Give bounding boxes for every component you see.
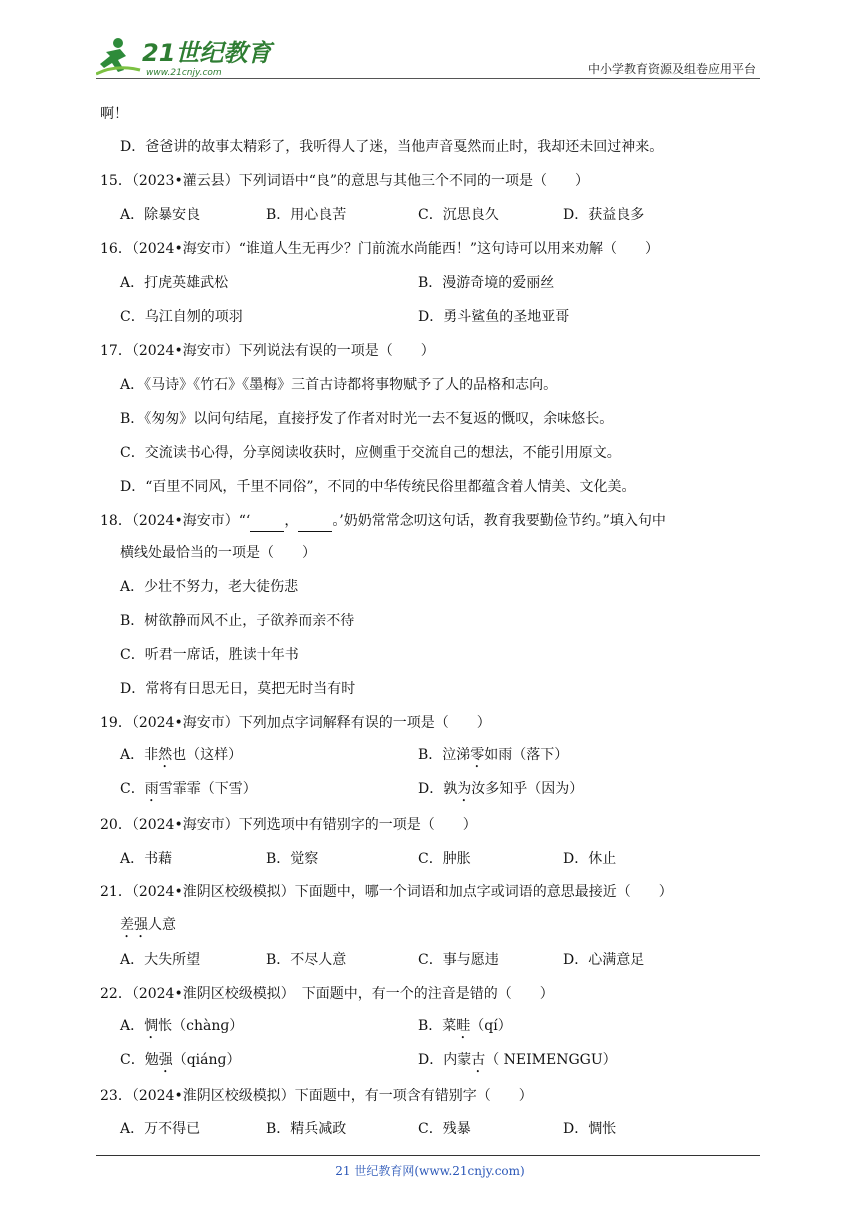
option-c: C．沉思良久	[418, 207, 499, 223]
option-b: B．不尽人意	[266, 952, 347, 968]
option-b: B．用心良苦	[266, 207, 347, 223]
option-text: A．非	[120, 747, 159, 763]
option-b: B．觉察	[266, 851, 319, 867]
dotted-char: 为	[457, 781, 472, 797]
option-d: D．休止	[563, 851, 617, 867]
option-text: （qiánɡ）	[172, 1052, 241, 1068]
option-a: A．除暴安良	[120, 207, 201, 223]
question-19: 19．（2024•海安市）下列加点字词解释有误的一项是（ ）	[100, 715, 491, 731]
option-text: 汝多知乎（因为）	[471, 781, 584, 797]
option-text: 如雨（落下）	[484, 747, 569, 763]
dotted-char: 然	[158, 747, 173, 763]
dotted-char: 惆	[144, 1018, 159, 1034]
option-text: 怅（chànɡ）	[158, 1018, 244, 1034]
question-text: 。’奶奶常常念叨这句话，教育我要勤俭节约。”填入句中	[332, 513, 666, 529]
dotted-char: 零	[470, 747, 485, 763]
option-text: D．孰	[418, 781, 458, 797]
option-d	[418, 779, 583, 805]
runner-icon	[96, 38, 140, 74]
option-a: A．书藉	[120, 851, 173, 867]
option-text: C．勉	[120, 1052, 159, 1068]
dotted-char: 古	[471, 1052, 486, 1068]
fill-blank	[298, 511, 332, 532]
option-text: 雪霏霏（下雪）	[158, 781, 257, 797]
logo-21cnjy	[96, 34, 276, 78]
option-d: D．心满意足	[563, 952, 645, 968]
option-text: B．泣涕	[418, 747, 471, 763]
question-21: 21．（2024•淮阴区校级模拟）下面题中，哪一个词语和加点字或词语的意思最接近（ ）	[100, 884, 673, 900]
option-text: D．内蒙	[418, 1052, 472, 1068]
option-c: C．乌江自刎的项羽	[120, 309, 243, 325]
option-d: D．惆怅	[563, 1121, 617, 1137]
question-22: 22．（2024•淮阴区校级模拟） 下面题中，有一个的注音是错的（ ）	[100, 986, 554, 1002]
text-line: 啊！	[100, 106, 128, 122]
option-c: C．肿胀	[418, 851, 471, 867]
option-a: A．大失所望	[120, 952, 201, 968]
option-text: C．	[120, 781, 145, 797]
option-d: D．获益良多	[563, 207, 645, 223]
option-c: C．残暴	[418, 1121, 471, 1137]
header-platform-name: 中小学教育资源及组卷应用平台	[587, 62, 756, 76]
option-d: D．“百里不同风，千里不同俗”，不同的中华传统民俗里都蕴含着人情美、文化美。	[120, 479, 636, 495]
dotted-char: 强	[158, 1052, 173, 1068]
question-text: ，	[284, 513, 299, 529]
option-text: B．菜	[418, 1018, 457, 1034]
svg-text:21世纪教育: 21世纪教育	[142, 39, 272, 67]
option-c	[120, 1050, 240, 1076]
question-text: 18．（2024•海安市）“‘	[100, 513, 251, 529]
option-b: B．《匆匆》以问句结尾，直接抒发了作者对时光一去不复返的慨叹，余味悠长。	[120, 411, 614, 427]
option-c: C．听君一席话，胜读十年书	[120, 647, 299, 663]
option-text: 也（这样）	[172, 747, 243, 763]
dotted-char: 雨	[144, 781, 159, 797]
option-c	[120, 779, 257, 805]
option-a: A．万不得已	[120, 1121, 201, 1137]
option-c: C．交流读书心得，分享阅读收获时，应侧重于交流自己的想法，不能引用原文。	[120, 445, 621, 461]
option-a: A．《马诗》《竹石》《墨梅》三首古诗都将事物赋予了人的品格和志向。	[120, 377, 558, 393]
dotted-word: 差强	[120, 917, 148, 933]
option-b	[418, 745, 568, 771]
fill-blank	[250, 511, 284, 532]
option-text: （ NEIMENGGU）	[485, 1052, 617, 1068]
question-20: 20．（2024•海安市）下列选项中有错别字的一项是（ ）	[100, 817, 477, 833]
question-18	[100, 511, 666, 532]
question-23: 23．（2024•淮阴区校级模拟）下面题中，有一项含有错别字（ ）	[100, 1088, 533, 1104]
svg-text:www.21cnjy.com: www.21cnjy.com	[146, 68, 222, 78]
option-c: C．事与愿违	[418, 952, 499, 968]
option-b	[418, 1016, 512, 1042]
option-a: A．少壮不努力，老大徒伤悲	[120, 579, 299, 595]
question-15: 15．（2023•灌云县）下列词语中“良”的意思与其他三个不同的一项是（ ）	[100, 173, 590, 189]
footer-divider	[96, 1155, 760, 1156]
option-text: （qí）	[470, 1018, 512, 1034]
option-a: A．打虎英雄武松	[120, 275, 229, 291]
dotted-char: 畦	[456, 1018, 471, 1034]
option-a	[120, 745, 242, 771]
question-18-cont: 横线处最恰当的一项是（ ）	[120, 545, 316, 561]
option-text: A．	[120, 1018, 145, 1034]
option-d: D．常将有日思无日，莫把无时当有时	[120, 681, 356, 697]
option-d: D．勇斗鲨鱼的圣地亚哥	[418, 309, 570, 325]
question-16: 16．（2024•海安市）“谁道人生无再少？门前流水尚能西！”这句诗可以用来劝解（ ）	[100, 241, 660, 257]
option-b: B．精兵减政	[266, 1121, 347, 1137]
option-d: D．爸爸讲的故事太精彩了，我听得人了迷，当他声音戛然而止时，我却还未回过神来。	[120, 139, 664, 155]
option-b: B．树欲静而风不止，子欲养而亲不待	[120, 613, 355, 629]
option-a	[120, 1016, 243, 1042]
option-d	[418, 1050, 617, 1076]
header-divider	[96, 78, 760, 79]
word-text: 人意	[148, 917, 176, 933]
footer-link[interactable]: 21 世纪教育网(www.21cnjy.com)	[335, 1164, 525, 1178]
page-header	[96, 30, 760, 80]
question-21-word	[120, 915, 176, 941]
question-17: 17．（2024•海安市）下列说法有误的一项是（ ）	[100, 343, 435, 359]
option-b: B．漫游奇境的爱丽丝	[418, 275, 555, 291]
